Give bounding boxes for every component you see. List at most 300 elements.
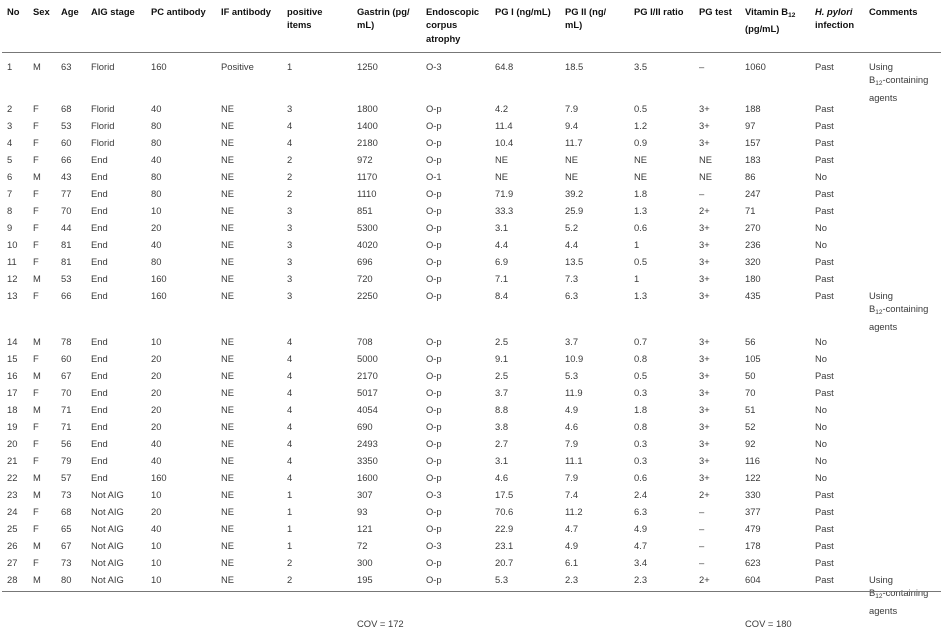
cell-atrophy: O-p <box>426 574 442 585</box>
cell-pg-ratio: 3.5 <box>634 61 648 72</box>
cell-pg-ratio: 6.3 <box>634 506 648 517</box>
cell-age: 73 <box>61 557 72 568</box>
cell-pg-test: – <box>699 557 705 568</box>
cell-no: 9 <box>7 222 13 233</box>
cell-pg-ratio: 0.8 <box>634 421 648 432</box>
cell-positive-items: 3 <box>287 256 293 267</box>
cell-positive-items: 4 <box>287 120 293 131</box>
cell-hpylori: Past <box>815 557 834 568</box>
cell-hpylori: No <box>815 222 827 233</box>
cell-pg1: 2.7 <box>495 438 509 449</box>
cell-no: 4 <box>7 137 13 148</box>
cell-vitamin-b12: 105 <box>745 353 761 364</box>
cell-pg-test: 3+ <box>699 336 710 347</box>
cell-pg1: 7.1 <box>495 273 509 284</box>
cell-pg2: 39.2 <box>565 188 584 199</box>
cell-pg1: 11.4 <box>495 120 513 131</box>
cell-pg-test: 2+ <box>699 574 710 585</box>
cell-pg1: 4.4 <box>495 239 509 250</box>
cell-aig-stage: Not AIG <box>91 506 124 517</box>
cell-aig-stage: Florid <box>91 103 115 114</box>
cell-vitamin-b12: 435 <box>745 290 761 301</box>
header-sex: Sex <box>33 6 50 17</box>
cell-pg-ratio: 2.4 <box>634 489 648 500</box>
cell-hpylori: Past <box>815 574 834 585</box>
cell-vitamin-b12: 247 <box>745 188 761 199</box>
cell-hpylori: No <box>815 404 827 415</box>
cell-vitamin-b12: 377 <box>745 506 761 517</box>
cell-pc-antibody: 10 <box>151 557 162 568</box>
cell-no: 2 <box>7 103 13 114</box>
cell-positive-items: 1 <box>287 489 293 500</box>
cell-pg-ratio: 0.8 <box>634 353 648 364</box>
cell-age: 66 <box>61 154 72 165</box>
cell-vitamin-b12: 116 <box>745 455 760 466</box>
cell-aig-stage: End <box>91 370 108 381</box>
cell-vitamin-b12: 270 <box>745 222 761 233</box>
cell-no: 26 <box>7 540 18 551</box>
cell-pg-test: NE <box>699 171 713 182</box>
cell-aig-stage: Not AIG <box>91 523 124 534</box>
cell-pc-antibody: 40 <box>151 154 162 165</box>
cell-vitamin-b12: 180 <box>745 273 761 284</box>
cell-sex: F <box>33 205 39 216</box>
cell-aig-stage: Not AIG <box>91 574 124 585</box>
cell-aig-stage: Not AIG <box>91 489 124 500</box>
cell-pc-antibody: 160 <box>151 472 167 483</box>
cell-vitamin-b12: 330 <box>745 489 761 500</box>
cell-hpylori: Past <box>815 290 834 301</box>
cell-pc-antibody: 20 <box>151 370 162 381</box>
cell-gastrin: 851 <box>357 205 373 216</box>
cell-hpylori: Past <box>815 103 834 114</box>
cell-sex: F <box>33 137 39 148</box>
cell-pg-test: – <box>699 188 705 199</box>
cell-positive-items: 2 <box>287 188 293 199</box>
cell-pg-test: 3+ <box>699 421 710 432</box>
cell-if-antibody: NE <box>221 336 235 347</box>
cell-if-antibody: NE <box>221 273 235 284</box>
cell-if-antibody: NE <box>221 205 235 216</box>
cell-pg-test: 3+ <box>699 387 710 398</box>
cell-age: 67 <box>61 540 72 551</box>
cell-positive-items: 4 <box>287 370 293 381</box>
cell-pg2: 10.9 <box>565 353 584 364</box>
cell-hpylori: Past <box>815 256 834 267</box>
cell-pg-test: 3+ <box>699 472 710 483</box>
cell-positive-items: 4 <box>287 455 293 466</box>
cell-hpylori: No <box>815 421 827 432</box>
cell-pg1: NE <box>495 154 509 165</box>
cell-pg1: 3.8 <box>495 421 509 432</box>
cell-sex: F <box>33 239 39 250</box>
cell-age: 67 <box>61 370 72 381</box>
cell-vitamin-b12: 50 <box>745 370 756 381</box>
cell-pg-ratio: 1 <box>634 239 640 250</box>
cell-atrophy: O-p <box>426 523 442 534</box>
cell-if-antibody: NE <box>221 557 235 568</box>
cell-pg-test: 3+ <box>699 256 710 267</box>
cell-pg-test: 3+ <box>699 438 710 449</box>
cell-vitamin-b12: 178 <box>745 540 761 551</box>
header-vitamin-b12: Vitamin $B_{12}$ (pg/mL) <box>745 6 796 35</box>
cell-pg-test: 3+ <box>699 103 710 114</box>
cell-if-antibody: NE <box>221 506 235 517</box>
cell-aig-stage: End <box>91 387 108 398</box>
cell-no: 15 <box>7 353 18 364</box>
cell-pg1: 9.1 <box>495 353 509 364</box>
cell-if-antibody: NE <box>221 370 235 381</box>
cell-pg-ratio: 1.8 <box>634 404 648 415</box>
cell-no: 24 <box>7 506 18 517</box>
cell-pg-test: – <box>699 61 705 72</box>
cell-gastrin: 720 <box>357 273 373 284</box>
cell-hpylori: Past <box>815 205 834 216</box>
cell-hpylori: No <box>815 455 827 466</box>
gastrin-cov: COV = 172 <box>357 618 404 629</box>
cell-pg-test: 2+ <box>699 205 710 216</box>
cell-atrophy: O-p <box>426 421 442 432</box>
cell-positive-items: 1 <box>287 506 293 517</box>
cell-age: 43 <box>61 171 72 182</box>
cell-sex: M <box>33 61 41 72</box>
cell-pg-test: 3+ <box>699 222 710 233</box>
cell-pg-test: 3+ <box>699 137 710 148</box>
cell-vitamin-b12: 56 <box>745 336 756 347</box>
cell-pg-test: NE <box>699 154 713 165</box>
cell-pg2: 4.7 <box>565 523 579 534</box>
cell-hpylori: Past <box>815 154 834 165</box>
cell-vitamin-b12: 183 <box>745 154 761 165</box>
cell-positive-items: 1 <box>287 523 293 534</box>
cell-pg1: NE <box>495 171 509 182</box>
cell-atrophy: O-p <box>426 404 442 415</box>
header-gastrin: Gastrin (pg/ mL) <box>357 6 410 31</box>
cell-pg-ratio: 4.9 <box>634 523 648 534</box>
cell-pg1: 6.9 <box>495 256 509 267</box>
cell-aig-stage: Not AIG <box>91 540 124 551</box>
cell-hpylori: Past <box>815 137 834 148</box>
cell-pg2: 6.1 <box>565 557 579 568</box>
cell-pg2: 7.9 <box>565 103 579 114</box>
cell-pc-antibody: 80 <box>151 171 162 182</box>
cell-age: 53 <box>61 120 72 131</box>
cell-aig-stage: Florid <box>91 137 115 148</box>
cell-vitamin-b12: 157 <box>745 137 761 148</box>
cell-atrophy: O-p <box>426 120 442 131</box>
cell-pg2: 18.5 <box>565 61 584 72</box>
cell-aig-stage: End <box>91 154 108 165</box>
cell-age: 65 <box>61 523 72 534</box>
cell-atrophy: O-p <box>426 472 442 483</box>
cell-sex: F <box>33 353 39 364</box>
cell-pg2: 7.4 <box>565 489 579 500</box>
cell-pg1: 4.6 <box>495 472 509 483</box>
cell-pc-antibody: 80 <box>151 137 162 148</box>
cell-no: 25 <box>7 523 18 534</box>
cell-gastrin: 1170 <box>357 171 378 182</box>
cell-sex: F <box>33 256 39 267</box>
cell-aig-stage: End <box>91 222 108 233</box>
cell-atrophy: O-p <box>426 438 442 449</box>
cell-pg2: NE <box>565 171 579 182</box>
cell-pg2: 7.9 <box>565 472 579 483</box>
cell-pg-test: 3+ <box>699 370 710 381</box>
cell-pg-ratio: 0.6 <box>634 472 648 483</box>
cell-pc-antibody: 20 <box>151 506 162 517</box>
cell-pg-ratio: 1.8 <box>634 188 648 199</box>
cell-if-antibody: NE <box>221 489 235 500</box>
cell-pg2: 25.9 <box>565 205 584 216</box>
cell-sex: M <box>33 171 41 182</box>
cell-gastrin: 2180 <box>357 137 378 148</box>
cell-positive-items: 4 <box>287 421 293 432</box>
cell-pc-antibody: 80 <box>151 120 162 131</box>
cell-pg2: 11.7 <box>565 137 583 148</box>
cell-pg1: 8.8 <box>495 404 509 415</box>
cell-sex: F <box>33 222 39 233</box>
cell-gastrin: 1600 <box>357 472 378 483</box>
cell-sex: F <box>33 506 39 517</box>
cell-sex: F <box>33 438 39 449</box>
header-divider <box>2 52 941 53</box>
cell-pg2: 6.3 <box>565 290 579 301</box>
cell-pc-antibody: 10 <box>151 205 162 216</box>
cell-pg-ratio: NE <box>634 171 648 182</box>
cell-vitamin-b12: 479 <box>745 523 761 534</box>
cell-vitamin-b12: 320 <box>745 256 761 267</box>
cell-age: 60 <box>61 353 72 364</box>
cell-age: 56 <box>61 438 72 449</box>
cell-pg1: 33.3 <box>495 205 514 216</box>
cell-pc-antibody: 160 <box>151 61 167 72</box>
cell-gastrin: 5000 <box>357 353 378 364</box>
cell-age: 79 <box>61 455 72 466</box>
cell-hpylori: No <box>815 171 827 182</box>
cell-pg-ratio: 1.3 <box>634 290 648 301</box>
cell-no: 5 <box>7 154 13 165</box>
cell-positive-items: 2 <box>287 557 293 568</box>
cell-aig-stage: End <box>91 239 108 250</box>
cell-no: 18 <box>7 404 18 415</box>
cell-hpylori: Past <box>815 188 834 199</box>
cell-pg-test: – <box>699 506 705 517</box>
cell-pg1: 20.7 <box>495 557 514 568</box>
cell-pg-ratio: 0.9 <box>634 137 648 148</box>
cell-sex: F <box>33 154 39 165</box>
cell-if-antibody: NE <box>221 404 235 415</box>
cell-aig-stage: Not AIG <box>91 557 124 568</box>
cell-age: 68 <box>61 103 72 114</box>
cell-pg-ratio: 0.3 <box>634 455 648 466</box>
cell-sex: F <box>33 188 39 199</box>
cell-pc-antibody: 40 <box>151 523 162 534</box>
cell-aig-stage: Florid <box>91 61 115 72</box>
cell-pg1: 71.9 <box>495 188 514 199</box>
cell-age: 81 <box>61 239 72 250</box>
cell-no: 20 <box>7 438 18 449</box>
cell-hpylori: Past <box>815 506 834 517</box>
cell-sex: M <box>33 273 41 284</box>
cell-aig-stage: End <box>91 256 108 267</box>
cell-pg-test: 3+ <box>699 404 710 415</box>
cell-gastrin: 300 <box>357 557 373 568</box>
cell-atrophy: O-p <box>426 506 442 517</box>
cell-pg-ratio: 0.5 <box>634 103 648 114</box>
cell-pg1: 3.1 <box>495 455 509 466</box>
cell-atrophy: O-p <box>426 353 442 364</box>
cell-pg-ratio: 4.7 <box>634 540 648 551</box>
cell-positive-items: 4 <box>287 336 293 347</box>
cell-positive-items: 3 <box>287 222 293 233</box>
header-aig-stage: AIG stage <box>91 6 135 17</box>
cell-pg2: 4.9 <box>565 540 579 551</box>
cell-atrophy: O-p <box>426 557 442 568</box>
cell-vitamin-b12: 71 <box>745 205 756 216</box>
cell-hpylori: No <box>815 336 827 347</box>
cell-positive-items: 4 <box>287 472 293 483</box>
cell-age: 66 <box>61 290 72 301</box>
cell-gastrin: 2493 <box>357 438 378 449</box>
cell-pc-antibody: 80 <box>151 256 162 267</box>
cell-if-antibody: NE <box>221 387 235 398</box>
cell-vitamin-b12: 122 <box>745 472 761 483</box>
cell-pg2: 7.9 <box>565 438 579 449</box>
cell-positive-items: 4 <box>287 404 293 415</box>
cell-gastrin: 690 <box>357 421 373 432</box>
cell-aig-stage: End <box>91 336 108 347</box>
header-if-antibody: IF antibody <box>221 6 271 17</box>
cell-positive-items: 4 <box>287 353 293 364</box>
cell-comments: Using $B_{12}$-containing agents <box>869 290 929 332</box>
cell-sex: F <box>33 421 39 432</box>
cell-pg1: 8.4 <box>495 290 509 301</box>
cell-pg1: 5.3 <box>495 574 509 585</box>
cell-atrophy: O-p <box>426 137 442 148</box>
cell-gastrin: 972 <box>357 154 373 165</box>
cell-pc-antibody: 80 <box>151 188 162 199</box>
cell-gastrin: 121 <box>357 523 373 534</box>
cell-vitamin-b12: 52 <box>745 421 756 432</box>
cell-no: 7 <box>7 188 13 199</box>
cell-no: 11 <box>7 256 17 267</box>
cell-pg-ratio: 0.5 <box>634 256 648 267</box>
cell-pc-antibody: 40 <box>151 455 162 466</box>
cell-sex: F <box>33 557 39 568</box>
cell-age: 70 <box>61 387 72 398</box>
cell-if-antibody: NE <box>221 188 235 199</box>
cell-gastrin: 195 <box>357 574 373 585</box>
cell-pg1: 4.2 <box>495 103 509 114</box>
cell-aig-stage: End <box>91 404 108 415</box>
cell-pc-antibody: 20 <box>151 421 162 432</box>
cell-age: 71 <box>61 404 72 415</box>
cell-no: 14 <box>7 336 18 347</box>
cell-pg2: 11.1 <box>565 455 583 466</box>
cell-pg-ratio: 0.3 <box>634 387 648 398</box>
cell-vitamin-b12: 51 <box>745 404 756 415</box>
cell-atrophy: O-p <box>426 222 442 233</box>
cell-if-antibody: NE <box>221 421 235 432</box>
cell-if-antibody: Positive <box>221 61 254 72</box>
cell-pg-ratio: 2.3 <box>634 574 648 585</box>
cell-aig-stage: End <box>91 273 108 284</box>
cell-vitamin-b12: 623 <box>745 557 761 568</box>
cell-pg-test: 3+ <box>699 239 710 250</box>
cell-gastrin: 1800 <box>357 103 378 114</box>
cell-vitamin-b12: 1060 <box>745 61 766 72</box>
cell-atrophy: O-p <box>426 256 442 267</box>
cell-no: 17 <box>7 387 18 398</box>
cell-age: 70 <box>61 205 72 216</box>
cell-gastrin: 696 <box>357 256 373 267</box>
header-pg1: PG I (ng/mL) <box>495 6 551 17</box>
cell-gastrin: 5017 <box>357 387 378 398</box>
cell-no: 12 <box>7 273 18 284</box>
cell-gastrin: 1400 <box>357 120 378 131</box>
cell-atrophy: O-p <box>426 273 442 284</box>
cell-pc-antibody: 10 <box>151 574 162 585</box>
cell-atrophy: O-3 <box>426 61 442 72</box>
cell-pg-ratio: 1.3 <box>634 205 648 216</box>
cell-atrophy: O-p <box>426 239 442 250</box>
cell-pg-test: 3+ <box>699 455 710 466</box>
cell-if-antibody: NE <box>221 472 235 483</box>
cell-pg-test: 2+ <box>699 489 710 500</box>
cell-pc-antibody: 10 <box>151 489 162 500</box>
cell-atrophy: O-p <box>426 103 442 114</box>
cell-age: 73 <box>61 489 72 500</box>
cell-age: 44 <box>61 222 72 233</box>
cell-aig-stage: End <box>91 353 108 364</box>
cell-positive-items: 3 <box>287 239 293 250</box>
cell-atrophy: O-p <box>426 336 442 347</box>
cell-atrophy: O-p <box>426 205 442 216</box>
cell-sex: F <box>33 103 39 114</box>
cell-sex: F <box>33 387 39 398</box>
cell-if-antibody: NE <box>221 103 235 114</box>
cell-pg2: 5.2 <box>565 222 579 233</box>
cell-positive-items: 3 <box>287 103 293 114</box>
cell-age: 57 <box>61 472 72 483</box>
cell-age: 80 <box>61 574 72 585</box>
cell-positive-items: 1 <box>287 540 293 551</box>
header-positive-items: positive items <box>287 6 323 31</box>
cell-sex: M <box>33 489 41 500</box>
cell-gastrin: 2170 <box>357 370 378 381</box>
cell-vitamin-b12: 92 <box>745 438 756 449</box>
cell-if-antibody: NE <box>221 137 235 148</box>
cell-sex: M <box>33 540 41 551</box>
cell-atrophy: O-3 <box>426 540 442 551</box>
cell-age: 68 <box>61 506 72 517</box>
header-no: No <box>7 6 20 17</box>
cell-age: 71 <box>61 421 72 432</box>
cell-pg-ratio: 1.2 <box>634 120 648 131</box>
cell-atrophy: O-p <box>426 370 442 381</box>
cell-pc-antibody: 10 <box>151 540 162 551</box>
cell-pc-antibody: 20 <box>151 222 162 233</box>
cell-aig-stage: End <box>91 421 108 432</box>
cell-vitamin-b12: 97 <box>745 120 756 131</box>
cell-sex: F <box>33 455 39 466</box>
cell-pc-antibody: 10 <box>151 336 162 347</box>
cell-pc-antibody: 20 <box>151 387 162 398</box>
cell-positive-items: 1 <box>287 61 293 72</box>
cell-age: 63 <box>61 61 72 72</box>
cell-no: 3 <box>7 120 13 131</box>
cell-pg2: 4.4 <box>565 239 579 250</box>
